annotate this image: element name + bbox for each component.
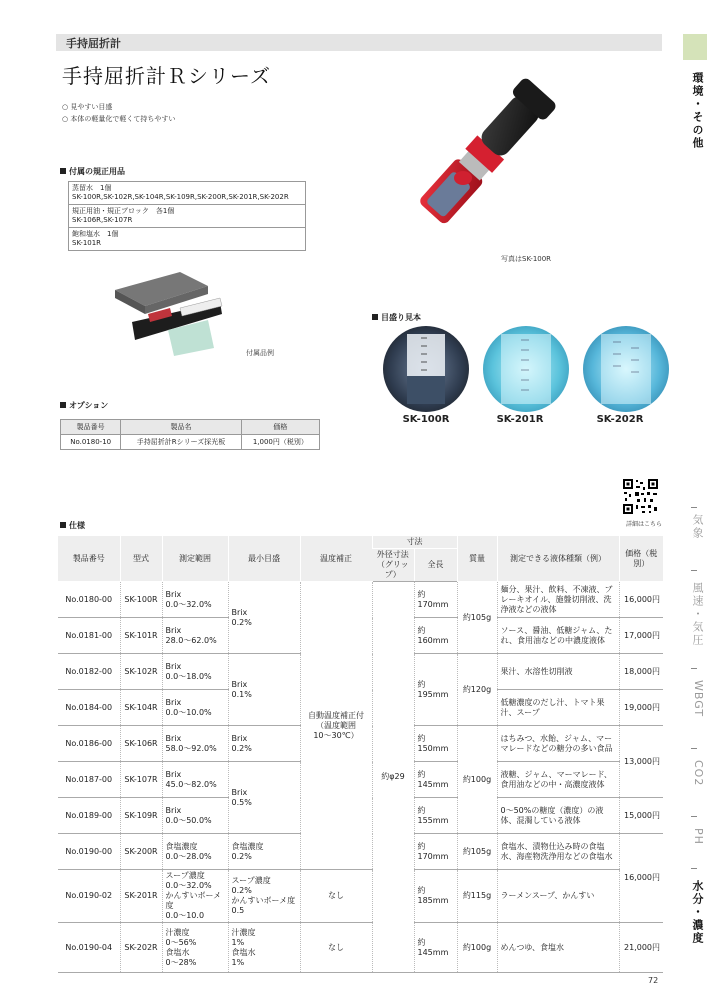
col-header-liquids: 測定できる液体種類（例）: [497, 536, 619, 582]
cell-range: Brix 0.0〜32.0%: [162, 582, 228, 618]
table-row: [69, 228, 306, 251]
specs-heading: 仕様: [60, 520, 85, 531]
cell-model: SK-109R: [120, 798, 162, 834]
feature-list: [62, 101, 175, 125]
cell-product-no: No.0184-00: [58, 690, 120, 726]
cell-weight: 約115g: [457, 870, 497, 923]
cell-length: 約160mm: [414, 618, 457, 654]
side-index-marker: [683, 34, 707, 60]
page-number: 72: [648, 976, 659, 985]
cell-liquids: ソース、醤油、低糖ジャム、たれ、食用油などの中濃度液体: [497, 618, 619, 654]
cell-min-scale: Brix 0.2%: [228, 582, 300, 654]
cell-weight: 約100g: [457, 923, 497, 973]
cell-weight: 約105g: [457, 582, 497, 654]
col-header: 製品番号: [61, 420, 121, 435]
cell-product-no: No.0189-00: [58, 798, 120, 834]
cell-length: 約145mm: [414, 762, 457, 798]
cell-price: 18,000円: [619, 654, 663, 690]
cell-model: SK-101R: [120, 618, 162, 654]
side-index-divider: [691, 507, 697, 508]
cell-range: Brix 28.0〜62.0%: [162, 618, 228, 654]
cell-temp-comp: 自動温度補正付（温度範囲 10〜30℃）: [300, 582, 372, 870]
side-index-co2[interactable]: CO2: [692, 760, 705, 787]
table-row: [69, 182, 306, 205]
cell-liquids: 0〜50%の糖度（濃度）の液体、混濁している液体: [497, 798, 619, 834]
cell-min-scale: 食塩濃度 0.2%: [228, 834, 300, 870]
cell-model: SK-201R: [120, 870, 162, 923]
scale-sample-sk100r: [383, 326, 469, 412]
cell-range: Brix 45.0〜82.0%: [162, 762, 228, 798]
cell-length: 約195mm: [414, 654, 457, 726]
table-row: [58, 923, 663, 973]
col-header: 価格: [241, 420, 319, 435]
accessory-name: 蒸留水 1個: [72, 184, 112, 192]
side-index-wbgt[interactable]: WBGT: [692, 680, 705, 718]
side-index-divider: [691, 868, 697, 869]
table-row: [61, 435, 320, 450]
cell-product-no: No.0190-04: [58, 923, 120, 973]
accessory-models: SK-101R: [72, 239, 102, 247]
photo-caption: 写真はSK-100R: [501, 255, 552, 263]
side-index-divider: [691, 668, 697, 669]
cell-length: 約170mm: [414, 582, 457, 618]
cell-price: 21,000円: [619, 923, 663, 973]
cell-liquids: はちみつ、水飴、ジャム、マーマレードなどの糖分の多い食品: [497, 726, 619, 762]
col-header-min-scale: 最小目盛: [228, 536, 300, 582]
col-header-dimensions: 寸法: [372, 536, 457, 549]
side-index-divider: [691, 816, 697, 817]
accessory-name: 規正用油・規正ブロック 各1個: [72, 207, 175, 215]
cell-product-no: No.0190-00: [58, 834, 120, 870]
cell-range: 汁濃度 0〜56% 食塩水 0〜28%: [162, 923, 228, 973]
cell-model: SK-100R: [120, 582, 162, 618]
option-product-name: 手持屈折計Rシリーズ採光板: [121, 435, 241, 450]
side-index-weather[interactable]: 気象: [691, 514, 704, 540]
cell-length: 約185mm: [414, 870, 457, 923]
cell-range: Brix 0.0〜18.0%: [162, 654, 228, 690]
cell-outer-diameter: 約φ29: [372, 582, 414, 973]
accessory-models: SK-106R,SK-107R: [72, 216, 133, 224]
feature-item: ○ 見やすい目盛: [62, 101, 175, 113]
table-row: [69, 205, 306, 228]
cell-price: 13,000円: [619, 726, 663, 798]
cell-product-no: No.0190-02: [58, 870, 120, 923]
table-header-row: [61, 420, 320, 435]
col-header-price: 価格（税別）: [619, 536, 663, 582]
scale-label: SK-201R: [496, 414, 544, 425]
accessory-models: SK-100R,SK-102R,SK-104R,SK-109R,SK-200R,SK-201R,SK-202R: [72, 193, 289, 201]
col-header-length: 全長: [414, 549, 457, 582]
cell-model: SK-102R: [120, 654, 162, 690]
cell-liquids: めんつゆ、食塩水: [497, 923, 619, 973]
col-header-range: 測定範囲: [162, 536, 228, 582]
cell-product-no: No.0187-00: [58, 762, 120, 798]
cell-length: 約170mm: [414, 834, 457, 870]
accessory-photo: [110, 262, 225, 360]
cell-min-scale: スープ濃度 0.2% かんすいボーメ度 0.5: [228, 870, 300, 923]
scale-sample-sk202r: [583, 326, 669, 412]
cell-min-scale: 汁濃度 1% 食塩水 1%: [228, 923, 300, 973]
cell-model: SK-200R: [120, 834, 162, 870]
cell-range: 食塩濃度 0.0〜28.0%: [162, 834, 228, 870]
feature-item: ○ 本体の軽量化で軽くて持ちやすい: [62, 113, 175, 125]
cell-liquids: 食塩水、漬物仕込み時の食塩水、海産物洗浄用などの食塩水: [497, 834, 619, 870]
cell-price: 16,000円: [619, 582, 663, 618]
cell-length: 約155mm: [414, 798, 457, 834]
page-title: 手持屈折計Ｒシリーズ: [62, 64, 271, 88]
cell-liquids: 液糖、ジャム、マーマレード、食用油などの中・高濃度液体: [497, 762, 619, 798]
cell-weight: 約100g: [457, 726, 497, 834]
qr-caption: 詳細はこちら: [626, 521, 663, 528]
scale-ticks-icon: [583, 326, 669, 412]
cell-product-no: No.0181-00: [58, 618, 120, 654]
cell-min-scale: Brix 0.5%: [228, 762, 300, 834]
specs-table: [58, 536, 663, 973]
side-index-moisture-concentration[interactable]: 水分・濃度: [691, 880, 704, 945]
cell-product-no: No.0186-00: [58, 726, 120, 762]
cell-liquids: 果汁、水溶性切削液: [497, 654, 619, 690]
cell-min-scale: Brix 0.2%: [228, 726, 300, 762]
accessory-name: 飽和塩水 1個: [72, 230, 119, 238]
cell-price: 15,000円: [619, 798, 663, 834]
cell-range: Brix 0.0〜50.0%: [162, 798, 228, 834]
scale-label: SK-100R: [402, 414, 450, 425]
cell-min-scale: Brix 0.1%: [228, 654, 300, 726]
side-index-divider: [691, 748, 697, 749]
cell-model: SK-107R: [120, 762, 162, 798]
table-header-row: [58, 536, 663, 549]
cell-product-no: No.0180-00: [58, 582, 120, 618]
cell-price: 19,000円: [619, 690, 663, 726]
cell-liquids: 麺分、果汁、飲料、不凍液、ブレーキオイル、施盤切削液、洗浄液などの液体: [497, 582, 619, 618]
options-heading: オプション: [60, 400, 108, 411]
side-index-environment[interactable]: 環境・その他: [691, 72, 704, 150]
cell-length: 約150mm: [414, 726, 457, 762]
side-index-divider: [691, 570, 697, 571]
col-header-product-no: 製品番号: [58, 536, 120, 582]
option-price: 1,000円（税別）: [241, 435, 319, 450]
accessory-caption: 付属品例: [246, 349, 274, 357]
col-header-outer-diameter: 外径寸法（グリップ）: [372, 549, 414, 582]
cell-temp-comp: なし: [300, 923, 372, 973]
refractometer-photo: [355, 70, 570, 265]
col-header: 製品名: [121, 420, 241, 435]
cell-range: Brix 58.0〜92.0%: [162, 726, 228, 762]
cell-price: 16,000円: [619, 834, 663, 923]
options-table: [60, 419, 320, 450]
cell-range: スープ濃度 0.0〜32.0% かんすいボーメ度 0.0〜10.0: [162, 870, 228, 923]
scale-heading: 目盛り見本: [372, 312, 421, 323]
side-index-ph[interactable]: PH: [692, 828, 705, 845]
accessories-table: [68, 181, 306, 251]
cell-price: 17,000円: [619, 618, 663, 654]
cell-model: SK-104R: [120, 690, 162, 726]
scale-ticks-icon: [483, 326, 569, 412]
cell-liquids: 低糖濃度のだし汁、トマト果汁、スープ: [497, 690, 619, 726]
cell-temp-comp: なし: [300, 870, 372, 923]
cell-length: 約145mm: [414, 923, 457, 973]
category-bar: [56, 34, 662, 51]
scale-label: SK-202R: [596, 414, 644, 425]
cell-model: SK-202R: [120, 923, 162, 973]
cell-liquids: ラーメンスープ、かんすい: [497, 870, 619, 923]
col-header-model: 型式: [120, 536, 162, 582]
cell-weight: 約105g: [457, 834, 497, 870]
option-product-no: No.0180-10: [61, 435, 121, 450]
scale-ticks-icon: [383, 326, 469, 412]
cell-model: SK-106R: [120, 726, 162, 762]
cell-weight: 約120g: [457, 654, 497, 726]
side-index-wind-pressure[interactable]: 風速・気圧: [691, 582, 704, 647]
col-header-temp-comp: 温度補正: [300, 536, 372, 582]
category-label: 手持屈折計: [66, 37, 121, 50]
col-header-weight: 質量: [457, 536, 497, 582]
table-row: [58, 582, 663, 618]
accessories-heading: 付属の規正用品: [60, 166, 125, 177]
cell-product-no: No.0182-00: [58, 654, 120, 690]
qr-code-icon[interactable]: [622, 478, 659, 515]
scale-sample-sk201r: [483, 326, 569, 412]
table-row: [58, 870, 663, 923]
cell-range: Brix 0.0〜10.0%: [162, 690, 228, 726]
